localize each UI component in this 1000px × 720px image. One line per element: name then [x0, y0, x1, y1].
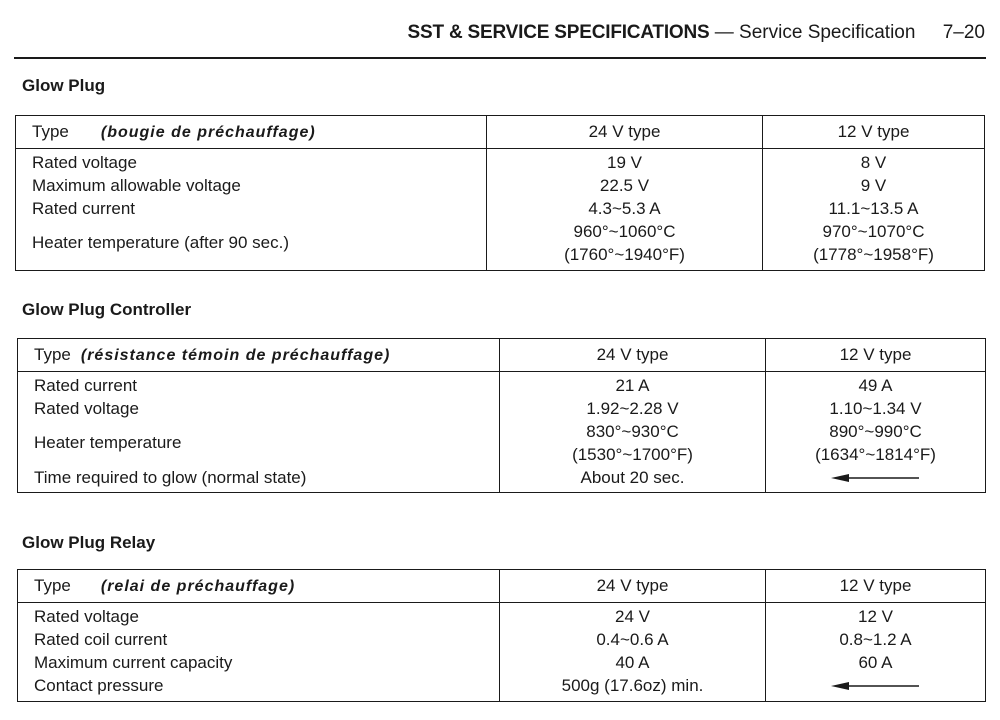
- value-12v: 890°~990°C: [829, 422, 922, 441]
- glow-plug-relay-table: [17, 569, 986, 702]
- type-label: Type: [32, 122, 69, 141]
- col-24v-header: 24 V type: [500, 339, 766, 372]
- value-24v: 960°~1060°C: [573, 222, 676, 241]
- table-header-row: [16, 116, 985, 149]
- type-label: Type: [34, 345, 71, 364]
- header-rule: [14, 57, 986, 59]
- header-title-rest: — Service Specification: [714, 22, 916, 43]
- labels-cell: [18, 372, 500, 493]
- table-header-row: [18, 339, 986, 372]
- table-body-row: [18, 372, 986, 493]
- values-12v-cell: [766, 603, 986, 702]
- page-header: [0, 22, 985, 44]
- value-12v: 12 V: [858, 607, 893, 626]
- same-as-24v-cell: [766, 674, 985, 697]
- type-label: Type: [34, 576, 71, 595]
- left-arrow-icon: [831, 680, 921, 692]
- value-12v: 11.1~13.5 A: [828, 199, 919, 218]
- value-24v: 19 V: [607, 153, 642, 172]
- labels-cell: [16, 149, 487, 271]
- value-24v: 1.92~2.28 V: [586, 399, 679, 418]
- row-label: Maximum allowable voltage: [32, 176, 241, 195]
- value-12v: 60 A: [858, 653, 893, 672]
- value-24v: About 20 sec.: [580, 468, 685, 487]
- values-24v-cell: [487, 149, 763, 271]
- glow-plug-controller-table: [17, 338, 986, 493]
- type-header-cell: [18, 339, 500, 372]
- value-24v: 40 A: [615, 653, 650, 672]
- row-label: Rated coil current: [34, 630, 168, 649]
- row-label: Heater temperature (after 90 sec.): [32, 233, 290, 252]
- value-12v: 8 V: [860, 153, 887, 172]
- type-header-cell: [16, 116, 487, 149]
- values-24v-cell: [500, 372, 766, 493]
- type-translation: (bougie de préchauffage): [100, 124, 316, 141]
- value-24v: 0.4~0.6 A: [596, 630, 669, 649]
- section-title-glow-plug-relay: Glow Plug Relay: [22, 533, 156, 552]
- row-label: Contact pressure: [34, 676, 164, 695]
- value-24v: 830°~930°C: [586, 422, 679, 441]
- col-12v-header: 12 V type: [763, 116, 985, 149]
- col-24v-header: 24 V type: [500, 570, 766, 603]
- col-24v-header: 24 V type: [487, 116, 763, 149]
- type-translation: (résistance témoin de préchauffage): [80, 347, 391, 364]
- row-label: Maximum current capacity: [34, 653, 233, 672]
- table-body-row: [18, 603, 986, 702]
- values-24v-cell: [500, 603, 766, 702]
- value-12v: 49 A: [858, 376, 893, 395]
- value-12v: (1778°~1958°F): [813, 245, 934, 264]
- row-label: Rated voltage: [34, 399, 139, 418]
- type-header-cell: [18, 570, 500, 603]
- section-title-glow-plug: Glow Plug: [22, 76, 106, 95]
- value-12v: 0.8~1.2 A: [839, 630, 912, 649]
- value-24v: 500g (17.6oz) min.: [561, 676, 704, 695]
- left-arrow-icon: [831, 472, 921, 484]
- row-label: Rated voltage: [34, 607, 139, 626]
- value-24v: 24 V: [615, 607, 650, 626]
- value-12v: (1634°~1814°F): [815, 445, 936, 464]
- row-label: Time required to glow (normal state): [34, 468, 307, 487]
- glow-plug-table: [15, 115, 985, 271]
- value-12v: 1.10~1.34 V: [829, 399, 922, 418]
- col-12v-header: 12 V type: [766, 339, 986, 372]
- value-24v: (1530°~1700°F): [572, 445, 693, 464]
- row-label: Rated voltage: [32, 153, 137, 172]
- value-24v: 4.3~5.3 A: [588, 199, 661, 218]
- value-24v: (1760°~1940°F): [564, 245, 685, 264]
- value-24v: 21 A: [615, 376, 650, 395]
- value-24v: 22.5 V: [599, 176, 650, 195]
- value-12v: 9 V: [860, 176, 887, 195]
- row-label: Rated current: [32, 199, 135, 218]
- section-title-glow-plug-controller: Glow Plug Controller: [22, 300, 192, 319]
- row-label: Heater temperature: [34, 433, 182, 452]
- col-12v-header: 12 V type: [766, 570, 986, 603]
- labels-cell: [18, 603, 500, 702]
- table-header-row: [18, 570, 986, 603]
- table-body-row: [16, 149, 985, 271]
- header-title-bold: SST & SERVICE SPECIFICATIONS: [407, 22, 710, 43]
- row-label: Rated current: [34, 376, 137, 395]
- type-translation: (relai de préchauffage): [100, 578, 296, 595]
- values-12v-cell: [763, 149, 985, 271]
- page-number: 7–20: [942, 22, 985, 43]
- value-12v: 970°~1070°C: [822, 222, 925, 241]
- values-12v-cell: [766, 372, 986, 493]
- same-as-24v-cell: [766, 466, 985, 489]
